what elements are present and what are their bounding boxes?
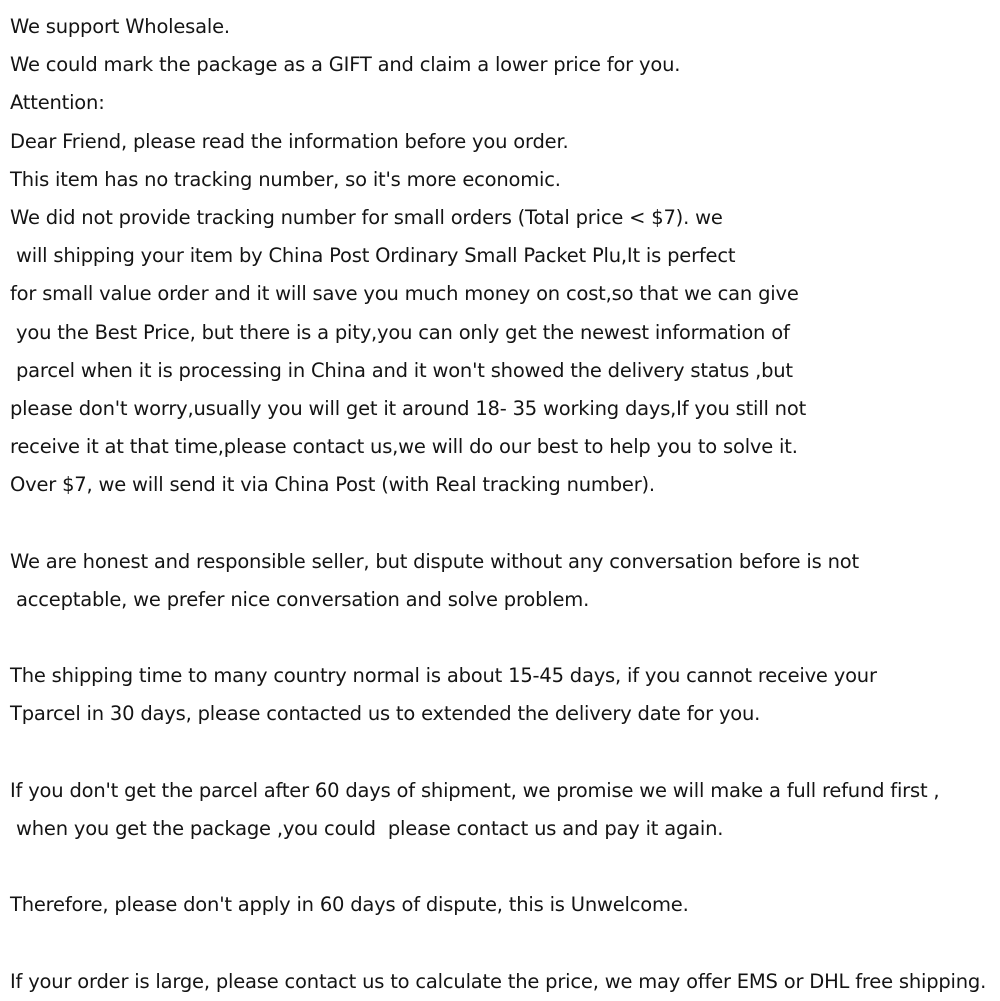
text-line: please don't worry,usually you will get it around 18- 35 working days,If you still not	[10, 396, 807, 420]
blank-line	[10, 504, 995, 542]
text-line: Tparcel in 30 days, please contacted us to extended the delivery date for you.	[10, 702, 761, 726]
blank-line	[10, 848, 995, 886]
text-line: This item has no tracking number, so it's more economic.	[10, 167, 561, 191]
text-line: We did not provide tracking number for small orders (Total price < $7). we	[10, 205, 723, 229]
text-line: Attention:	[10, 91, 105, 115]
text-line: Over $7, we will send it via China Post (with Real tracking number).	[10, 473, 655, 497]
text-line: Dear Friend, please read the information before you order.	[10, 129, 569, 153]
text-line: We support Wholesale.	[10, 15, 230, 38]
text-line: you the Best Price, but there is a pity,you can only get the newest information of	[10, 320, 790, 344]
blank-line	[10, 619, 995, 657]
text-line: The shipping time to many country normal is about 15-45 days, if you cannot receive your	[10, 664, 877, 688]
blank-line	[10, 734, 995, 772]
text-line: Therefore, please don't apply in 60 days of dispute, this is Unwelcome.	[10, 893, 689, 917]
text-line: We are honest and responsible seller, but dispute without any conversation before is not	[10, 549, 859, 573]
text-line: We could mark the package as a GIFT and claim a lower price for you.	[10, 53, 681, 77]
text-line: when you get the package ,you could please contact us and pay it again.	[10, 816, 724, 840]
shipping-policy-document	[10, 8, 995, 1001]
text-line: parcel when it is processing in China and it won't showed the delivery status ,but	[10, 358, 793, 382]
text-line: receive it at that time,please contact us,we will do our best to help you to solve it.	[10, 435, 798, 459]
text-line: acceptable, we prefer nice conversation and solve problem.	[10, 587, 590, 611]
text-line: If you don't get the parcel after 60 days of shipment, we promise we will make a full refund first ,	[10, 778, 940, 802]
blank-line	[10, 925, 995, 963]
text-line: will shipping your item by China Post Ordinary Small Packet Plu,It is perfect	[10, 244, 736, 268]
text-line: for small value order and it will save you much money on cost,so that we can give	[10, 282, 799, 306]
text-line: If your order is large, please contact us to calculate the price, we may offer EMS or DHL free shipping.	[10, 969, 987, 993]
